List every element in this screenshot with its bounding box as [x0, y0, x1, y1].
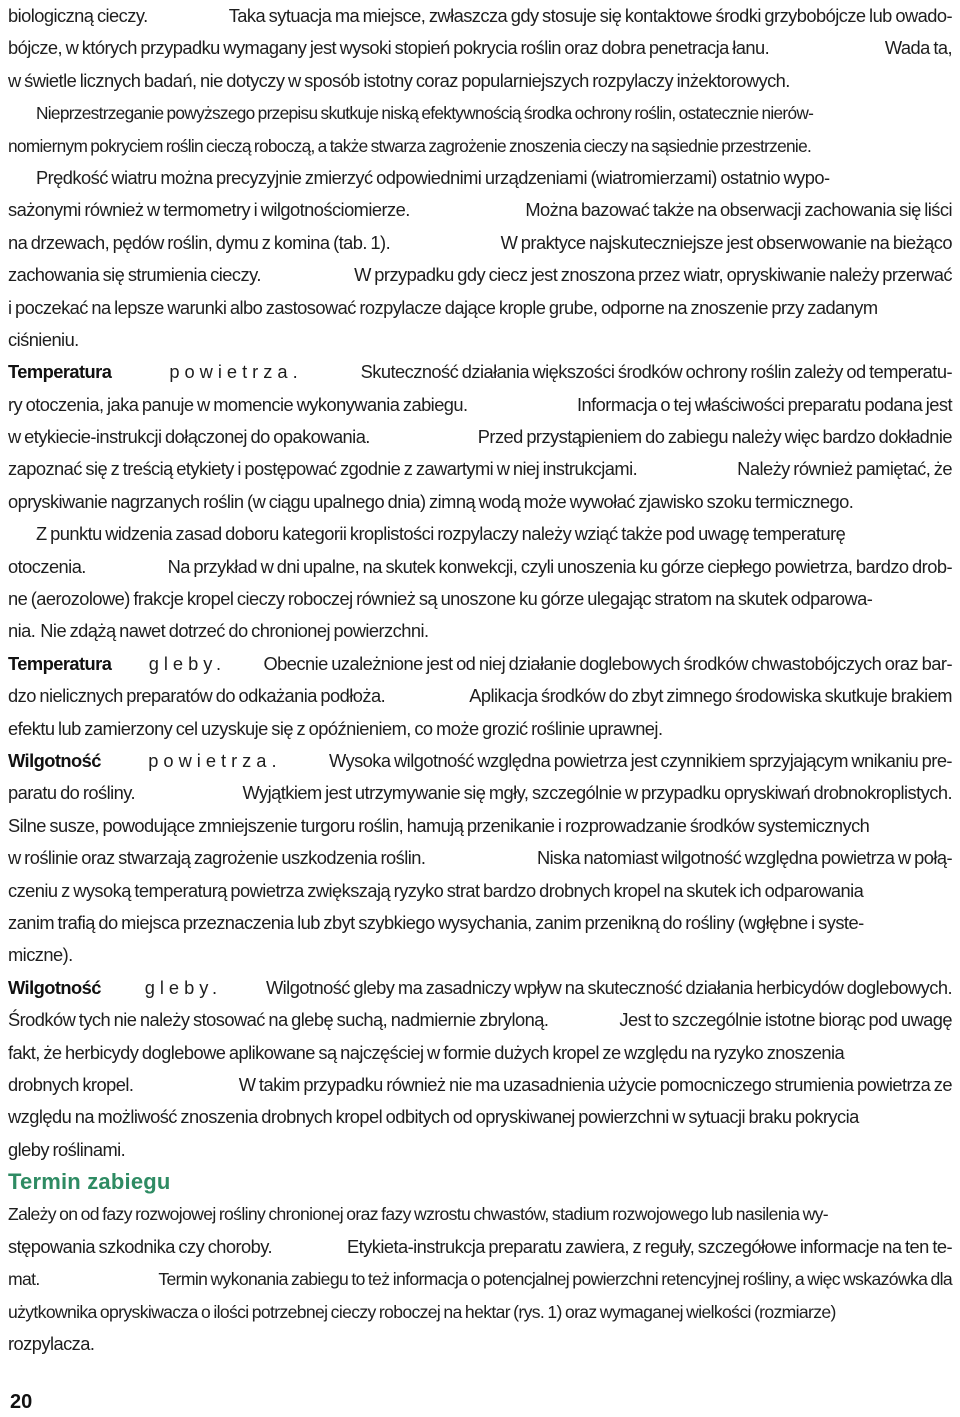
text-span: Wilgotność gleby ma zasadniczy wpływ na skuteczność działania herbicydów doglebowych. — [265, 976, 952, 998]
text-line — [8, 1101, 952, 1133]
text-line — [8, 680, 952, 712]
text-span: drobnych kropel. — [8, 1073, 134, 1095]
text-span: użytkownika opryskiwacza o ilości potrzebnej cieczy roboczej na hektar (rys. 1) oraz wymaganej wielkości (rozmiarze) — [8, 1301, 836, 1322]
text-line — [8, 1198, 952, 1230]
text-span: Skuteczność działania większości środków ochrony roślin zależy od temperatu- — [360, 361, 952, 383]
text-span: Taka sytuacja ma miejsce, zwłaszcza gdy stosuje się kontaktowe środki grzybobójcze lub owado- — [228, 5, 952, 26]
text-span: zapoznać się z treścią etykiety i postępować zgodnie z zawartymi w niej instrukcjami. — [8, 458, 638, 480]
text-span: Należy również pamiętać, że — [737, 458, 952, 480]
text-span: Z punktu widzenia zasad doboru kategorii kroplistości rozpylaczy należy wziąć także pod uwagę temperaturę — [36, 523, 846, 545]
text-line — [8, 227, 952, 259]
text-span: otoczenia. — [8, 555, 86, 577]
text-line — [8, 65, 952, 97]
text-line — [8, 1037, 952, 1069]
text-line — [8, 939, 952, 971]
text-span: biologiczną cieczy. — [8, 5, 148, 26]
text-span: stępowania szkodnika czy choroby. — [8, 1235, 273, 1257]
text-span: sażonymi również w termometry i wilgotnościomierze. — [8, 199, 410, 221]
text-line — [8, 194, 952, 226]
text-line — [8, 324, 952, 356]
text-span: zanim trafią do miejsca przeznaczenia lub zbyt szybkiego wysychania, zanim przenikną do rośliny (wgłębne i syste- — [8, 911, 864, 933]
text-span: i poczekać na lepsze warunki albo zastosować rozpylacze dające krople grube, odporne na znoszenie przy zadanym — [8, 296, 878, 318]
text-span: Etykieta-instrukcja preparatu zawiera, z reguły, szczegółowe informacje na ten te- — [347, 1235, 952, 1257]
text-span: Jest to szczególnie istotne biorąc pod uwagę — [619, 1009, 952, 1031]
text-span: Informacja o tej właściwości preparatu podana jest — [577, 393, 952, 415]
text-line — [8, 875, 952, 907]
text-span: Zależy on od fazy rozwojowej rośliny chronionej oraz fazy wzrostu chwastów, stadium rozwojowego lub nasilenia wy- — [8, 1204, 828, 1225]
text-line — [8, 551, 952, 583]
text-line — [8, 356, 952, 388]
text-line — [8, 842, 952, 874]
text-line — [8, 486, 952, 518]
text-line — [8, 713, 952, 745]
text-span: w świetle licznych badań, nie dotyczy w sposób istotny coraz popularniejszych rozpylaczy inżektorowych. — [8, 69, 790, 91]
text-line — [8, 0, 952, 32]
text-line — [8, 292, 952, 324]
text-span: zachowania się strumienia cieczy. — [8, 264, 261, 286]
text-line — [8, 259, 952, 291]
text-line — [8, 32, 952, 64]
text-line — [8, 1004, 952, 1036]
text-line — [8, 745, 952, 777]
text-span: efektu lub zamierzony cel uzyskuje się z opóźnieniem, co może grozić roślinie uprawnej. — [8, 717, 663, 739]
text-span: Można bazować także na obserwacji zachowania się liści — [525, 199, 952, 221]
text-line — [8, 1263, 952, 1295]
text-span: Nieprzestrzeganie powyższego przepisu skutkuje niską efektywnością środka ochrony roślin, ostatecznie nierów- — [36, 103, 814, 124]
text-line — [8, 1296, 952, 1328]
text-span: ry otoczenia, jaka panuje w momencie wykonywania zabiegu. — [8, 393, 468, 415]
text-span: Przed przystąpieniem do zabiegu należy więc bardzo dokładnie — [477, 426, 952, 448]
text-line — [8, 1069, 952, 1101]
spaced-term: gleby. — [144, 976, 223, 998]
text-line — [8, 615, 952, 647]
text-span: bójcze, w których przypadku wymagany jest wysoki stopień pokrycia roślin oraz dobra penetracja łanu. — [8, 37, 770, 59]
text-span: Wada ta, — [884, 37, 952, 59]
text-span: nomiernym pokryciem roślin cieczą roboczą, a także stwarza zagrożenie znoszenia cieczy na sąsiednie przestrzenie. — [8, 135, 812, 156]
text-span: opryskiwanie nagrzanych roślin (w ciągu upalnego dnia) zimną wodą może wywołać zjawisko szoku termicznego. — [8, 490, 854, 512]
text-span: ciśnieniu. — [8, 328, 79, 350]
text-span: Niska natomiast wilgotność względna powietrza w połą- — [537, 847, 952, 869]
text-span: miczne). — [8, 944, 73, 966]
text-span: dzo nielicznych preparatów do odkażania podłoża. — [8, 685, 386, 707]
text-span: czeniu z wysoką temperaturą powietrza zwiększają ryzyko strat bardzo drobnych kropel na skutek ich odparowania — [8, 879, 864, 901]
text-span: Środków tych nie należy stosować na glebę suchą, nadmiernie zbryloną. — [8, 1009, 549, 1031]
text-line — [8, 453, 952, 485]
page-number: 20 — [10, 1391, 33, 1413]
text-line — [8, 421, 952, 453]
text-span: w roślinie oraz stwarzają zagrożenie uszkodzenia roślin. — [8, 847, 426, 869]
spaced-term: powietrza. — [148, 749, 282, 771]
text-span: na drzewach, pędów roślin, dymu z komina (tab. 1). — [8, 231, 391, 253]
text-span: rozpylacza. — [8, 1333, 95, 1355]
text-line — [8, 907, 952, 939]
text-line — [8, 1328, 952, 1360]
text-line — [8, 972, 952, 1004]
subheading-temperatura: Temperatura — [8, 361, 112, 383]
text-span: względu na możliwość znoszenia drobnych kropel odbitych od opryskiwanej powierzchni w sytuacji braku pokrycia — [8, 1106, 859, 1128]
text-span: Silne susze, powodujące zmniejszenie turgoru roślin, hamują przenikanie i rozprowadzanie środków systemicznych — [8, 814, 870, 836]
text-span: Wysoka wilgotność względna powietrza jest czynnikiem sprzyjającym wnikaniu pre- — [328, 749, 952, 771]
text-span: Wyjątkiem jest utrzymywanie się mgły, szczególnie w przypadku opryskiwań drobnokroplistych. — [242, 782, 952, 804]
text-span: paratu do rośliny. — [8, 782, 135, 804]
text-line — [8, 389, 952, 421]
text-span: Aplikacja środków do zbyt zimnego środowiska skutkuje brakiem — [469, 685, 952, 707]
text-span: Na przykład w dni upalne, na skutek konwekcji, czyli unoszenia ku górze ciepłego powietrza, bardzo drob- — [167, 555, 952, 577]
text-span: W przypadku gdy ciecz jest znoszona przez wiatr, opryskiwanie należy przerwać — [354, 264, 952, 286]
text-span: mat. — [8, 1269, 40, 1290]
text-line — [8, 518, 952, 550]
text-line — [8, 648, 952, 680]
document-body — [8, 0, 952, 1360]
text-line — [8, 162, 952, 194]
section-heading-termin-zabiegu: Termin zabiegu — [8, 1169, 171, 1195]
text-span: fakt, że herbicydy doglebowe aplikowane są najczęściej w formie dużych kropel ze względu na ryzyko znoszenia — [8, 1041, 845, 1063]
spaced-term: powietrza. — [169, 361, 303, 383]
text-line — [8, 97, 952, 129]
text-span: Obecnie uzależnione jest od niej działanie doglebowych środków chwastobójczych oraz bar- — [263, 652, 952, 674]
subheading-wilgotnosc: Wilgotność — [8, 749, 101, 771]
text-span: Termin wykonania zabiegu to też informacja o potencjalnej powierzchni retencyjnej rośliny, a więc wskazówka dla — [158, 1269, 952, 1290]
spaced-term: gleby. — [148, 652, 227, 674]
text-line — [8, 1134, 952, 1166]
subheading-wilgotnosc-gleby: Wilgotność — [8, 976, 101, 998]
text-span: W praktyce najskuteczniejsze jest obserwowanie na bieżąco — [500, 231, 952, 253]
text-span: ne (aerozolowe) frakcje kropel cieczy roboczej również są unoszone ku górze ulegając stratom na skutek odparowa- — [8, 588, 873, 610]
text-span: nia. — [8, 620, 36, 642]
text-line — [8, 130, 952, 162]
text-line — [8, 810, 952, 842]
text-span: Nie zdążą nawet dotrzeć do chronionej powierzchni. — [40, 620, 429, 642]
text-line — [8, 583, 952, 615]
text-span: Prędkość wiatru można precyzyjnie zmierzyć odpowiednimi urządzeniami (wiatromierzami) ostatnio wypo- — [36, 166, 830, 188]
text-span: w etykiecie-instrukcji dołączonej do opakowania. — [8, 426, 370, 448]
subheading-temperatura-gleby: Temperatura — [8, 652, 112, 674]
text-span: W takim przypadku również nie ma uzasadnienia użycie pomocniczego strumienia powietrza ze — [238, 1073, 952, 1095]
text-line — [8, 1231, 952, 1263]
text-span: gleby roślinami. — [8, 1138, 126, 1160]
text-line — [8, 777, 952, 809]
